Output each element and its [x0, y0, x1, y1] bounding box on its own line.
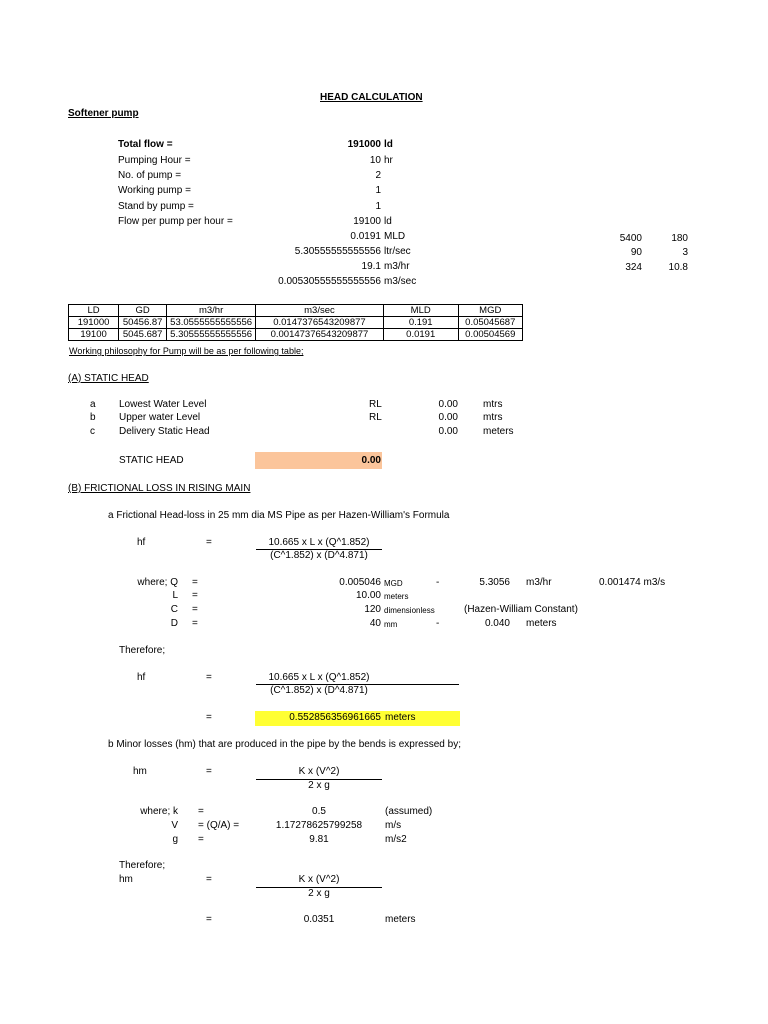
- var-name: g: [172, 834, 178, 845]
- hm-label: hm: [133, 766, 147, 777]
- flow-unit-total: ld: [384, 139, 393, 150]
- hm-equals: =: [206, 874, 212, 885]
- var-unit: m/s: [385, 820, 402, 831]
- table-cell: 0.191: [383, 317, 458, 329]
- static-value: 0.00: [438, 399, 458, 410]
- hm-result-unit: meters: [385, 914, 416, 925]
- var-eq: =: [198, 806, 204, 817]
- var-dash: -: [436, 577, 440, 588]
- flow-unit-perpump: ld: [384, 216, 392, 227]
- flow-value-total: 191000: [347, 139, 381, 150]
- var-value: 40: [369, 618, 381, 629]
- var-eq: =: [198, 834, 204, 845]
- flow-label-pumps: No. of pump =: [118, 170, 182, 181]
- side-number: 5400: [619, 233, 642, 244]
- flow-value-m3sec: 0.00530555555555556: [278, 276, 381, 287]
- var-unit2: m3/hr: [526, 577, 552, 588]
- therefore-label: Therefore;: [119, 645, 166, 656]
- flow-unit-mld: MLD: [384, 231, 406, 242]
- hf-numerator: 10.665 x L x (Q^1.852): [268, 672, 370, 683]
- var-value: 9.81: [309, 834, 329, 845]
- flow-value-m3hr: 19.1: [361, 261, 381, 272]
- var-name: D: [170, 618, 178, 629]
- var-value: 1.17278625799258: [275, 820, 363, 831]
- flow-label-working: Working pump =: [118, 185, 191, 196]
- hf-result-unit: meters: [385, 712, 416, 723]
- table-cell: 0.0147376543209877: [256, 317, 384, 329]
- static-unit: meters: [483, 426, 514, 437]
- table-header: MGD: [458, 305, 522, 317]
- hm-label: hm: [119, 874, 133, 885]
- flow-unit-m3hr: m3/hr: [384, 261, 410, 272]
- var-value: 10.00: [355, 590, 381, 601]
- table-cell: 5045.687: [119, 329, 167, 341]
- var-unit: m/s2: [385, 834, 407, 845]
- static-heading: (A) STATIC HEAD: [68, 373, 149, 384]
- var-value: 120: [364, 604, 381, 615]
- var-eq: =: [192, 618, 198, 629]
- hf-denominator: (C^1.852) x (D^4.871): [270, 685, 368, 696]
- var-eq: = (Q/A) =: [198, 820, 240, 831]
- table-row: [69, 329, 523, 341]
- static-label: Delivery Static Head: [119, 426, 210, 437]
- flow-label-hours: Pumping Hour =: [118, 155, 191, 166]
- var-value2: 0.040: [484, 618, 510, 629]
- frictional-item-a: a Frictional Head-loss in 25 mm dia MS Pipe as per Hazen-William's Formula: [108, 510, 450, 521]
- var-value: 0.005046: [339, 577, 381, 588]
- flow-label-total: Total flow =: [118, 139, 173, 150]
- philosophy-note: Working philosophy for Pump will be as per following table;: [69, 346, 304, 356]
- page-title: HEAD CALCULATION: [320, 92, 423, 103]
- var-name: where; k: [140, 806, 178, 817]
- var-unit: (assumed): [385, 806, 433, 817]
- table-cell: 0.05045687: [458, 317, 522, 329]
- table-header: m3/hr: [167, 305, 256, 317]
- therefore-label: Therefore;: [119, 860, 166, 871]
- table-header-row: [69, 305, 523, 317]
- hf-equals: =: [206, 537, 212, 548]
- var-unit: meters: [384, 592, 409, 601]
- side-number: 10.8: [668, 262, 688, 273]
- frictional-heading: (B) FRICTIONAL LOSS IN RISING MAIN: [68, 483, 251, 494]
- flow-value-pumps: 2: [375, 170, 381, 181]
- side-number: 90: [630, 247, 642, 258]
- flow-label-standby: Stand by pump =: [118, 201, 194, 212]
- static-idx: c: [90, 426, 95, 437]
- flow-value-working: 1: [375, 185, 381, 196]
- hf-numerator: 10.665 x L x (Q^1.852): [268, 537, 370, 548]
- var-name: C: [170, 604, 178, 615]
- table-cell: 53.0555555555556: [167, 317, 256, 329]
- static-idx: b: [90, 412, 96, 423]
- table-cell: 0.00504569: [458, 329, 522, 341]
- hm-denominator: 2 x g: [308, 780, 330, 791]
- table-header: GD: [119, 305, 167, 317]
- hf-equals: =: [206, 672, 212, 683]
- side-number: 180: [671, 233, 688, 244]
- static-total-value: 0.00: [361, 455, 381, 466]
- table-cell: 0.00147376543209877: [256, 329, 384, 341]
- var-unit: MGD: [384, 579, 403, 588]
- hf-result-value: 0.552856356961665: [289, 712, 381, 723]
- static-label: Lowest Water Level: [119, 399, 207, 410]
- flow-unit-m3sec: m3/sec: [384, 276, 417, 287]
- flow-unit-lps: ltr/sec: [384, 246, 411, 257]
- conversion-table: [68, 304, 523, 341]
- static-total-label: STATIC HEAD: [119, 455, 184, 466]
- flow-value-lps: 5.30555555555556: [294, 246, 381, 257]
- flow-value-mld: 0.0191: [350, 231, 381, 242]
- hm-denominator: 2 x g: [308, 888, 330, 899]
- var-unit: mm: [384, 620, 398, 629]
- hm-result-value: 0.0351: [303, 914, 335, 925]
- var-eq: =: [192, 577, 198, 588]
- section-subtitle: Softener pump: [68, 108, 139, 119]
- table-cell: 19100: [69, 329, 119, 341]
- minor-item-b: b Minor losses (hm) that are produced in the pipe by the bends is expressed by;: [108, 739, 461, 750]
- flow-unit-hours: hr: [384, 155, 393, 166]
- hm-result-equals: =: [206, 914, 212, 925]
- var-value3: 0.001474 m3/s: [599, 577, 666, 588]
- var-unit2: meters: [526, 618, 557, 629]
- hf-result-equals: =: [206, 712, 212, 723]
- var-unit: dimensionless: [384, 606, 435, 615]
- table-header: MLD: [383, 305, 458, 317]
- flow-value-hours: 10: [369, 155, 381, 166]
- flow-label-perpump: Flow per pump per hour =: [118, 216, 233, 227]
- table-row: [69, 317, 523, 329]
- table-cell: 5.30555555555556: [167, 329, 256, 341]
- var-name: where; Q: [137, 577, 178, 588]
- table-cell: 50456.87: [119, 317, 167, 329]
- hf-denominator: (C^1.852) x (D^4.871): [270, 550, 368, 561]
- hazen-constant-note: (Hazen-William Constant): [464, 604, 578, 615]
- side-number: 324: [625, 262, 642, 273]
- static-rl: RL: [369, 399, 382, 410]
- table-header: LD: [69, 305, 119, 317]
- var-name: V: [171, 820, 178, 831]
- side-number: 3: [682, 247, 688, 258]
- static-value: 0.00: [438, 426, 458, 437]
- static-value: 0.00: [438, 412, 458, 423]
- var-value2: 5.3056: [479, 577, 510, 588]
- var-name: L: [172, 590, 178, 601]
- table-cell: 191000: [69, 317, 119, 329]
- table-header: m3/sec: [256, 305, 384, 317]
- flow-value-perpump: 19100: [353, 216, 381, 227]
- static-rl: RL: [369, 412, 382, 423]
- var-eq: =: [192, 590, 198, 601]
- var-value: 0.5: [312, 806, 326, 817]
- flow-value-standby: 1: [375, 201, 381, 212]
- table-cell: 0.0191: [383, 329, 458, 341]
- static-label: Upper water Level: [119, 412, 201, 423]
- static-idx: a: [90, 399, 96, 410]
- var-eq: =: [192, 604, 198, 615]
- var-dash: -: [436, 618, 440, 629]
- hf-label: hf: [137, 537, 146, 548]
- static-unit: mtrs: [483, 399, 503, 410]
- hm-numerator: K x (V^2): [298, 766, 340, 777]
- hm-equals: =: [206, 766, 212, 777]
- hm-numerator: K x (V^2): [298, 874, 340, 885]
- hf-label: hf: [137, 672, 146, 683]
- static-unit: mtrs: [483, 412, 503, 423]
